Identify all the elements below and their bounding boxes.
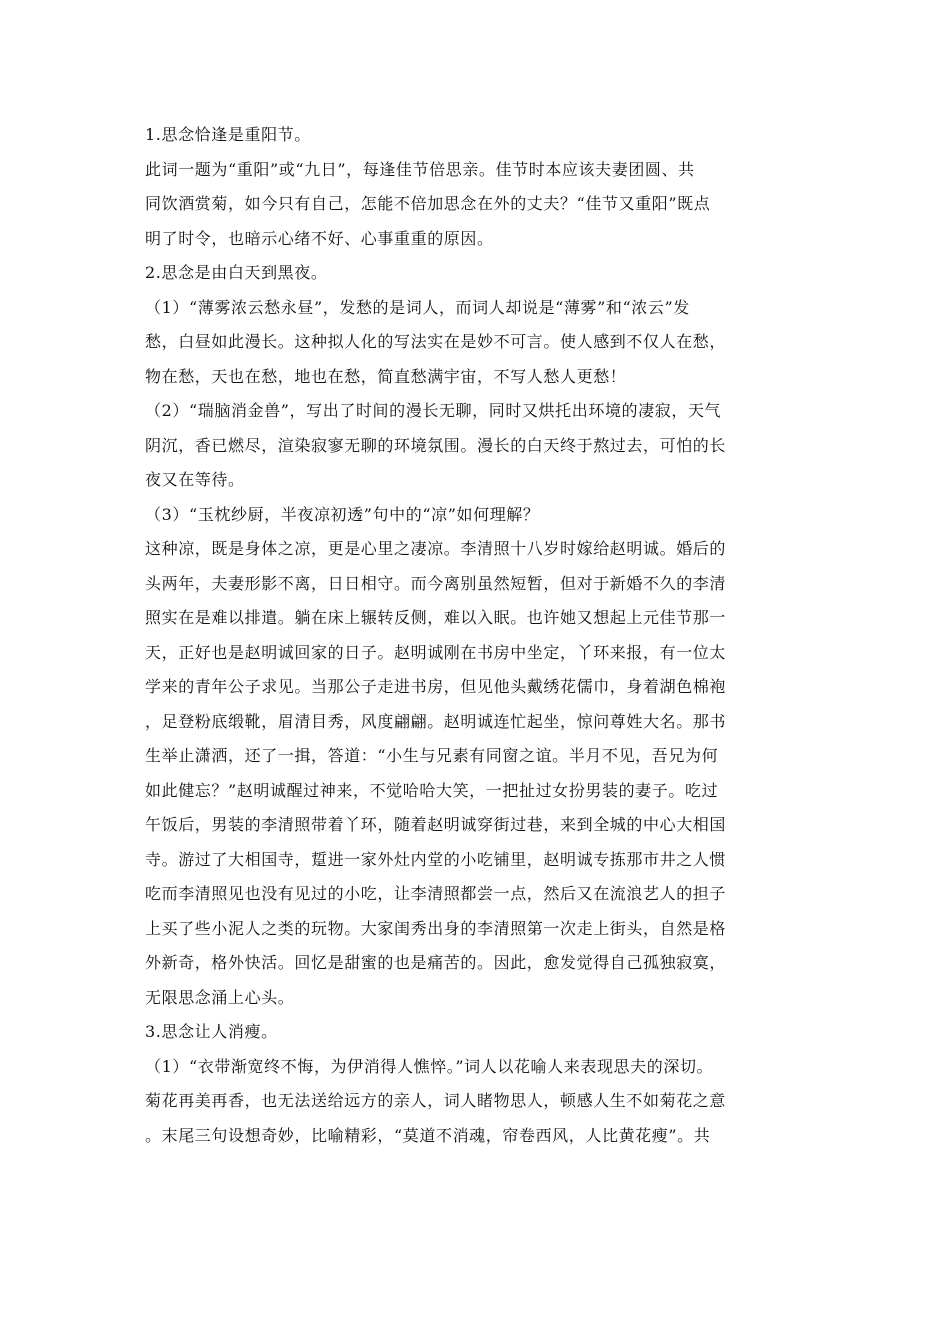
- paragraph-line: 这种凉，既是身体之凉，更是心里之凄凉。李清照十八岁时嫁给赵明诚。婚后的: [145, 539, 727, 558]
- paragraph-line: 同饮酒赏菊，如今只有自己，怎能不倍加思念在外的丈夫？“佳节又重阳”既点: [145, 194, 711, 213]
- paragraph-line: ，足登粉底缎靴，眉清目秀，风度翩翩。赵明诚连忙起坐，惊问尊姓大名。那书: [145, 711, 727, 731]
- paragraph-line: 菊花再美再香，也无法送给远方的亲人，词人睹物思人，顿感人生不如菊花之意: [145, 1091, 727, 1110]
- paragraph-line: 天，正好也是赵明诚回家的日子。赵明诚刚在书房中坐定，丫环来报，有一位太: [145, 642, 727, 662]
- paragraph-line: 阴沉，香已燃尽，渲染寂寥无聊的环境氛围。漫长的白天终于熬过去，可怕的长: [145, 435, 727, 455]
- paragraph-line: 夜又在等待。: [145, 470, 245, 489]
- heading-2: 2.思念是由白天到黑夜。: [145, 263, 328, 282]
- paragraph-line: 愁，白昼如此漫长。这种拟人化的写法实在是妙不可言。使人感到不仅人在愁，: [145, 332, 727, 351]
- paragraph-line: 外新奇，格外快活。回忆是甜蜜的也是痛苦的。因此，愈发觉得自己孤独寂寞，: [145, 953, 727, 972]
- paragraph-line: 午饭后，男装的李清照带着丫环，随着赵明诚穿街过巷，来到全城的中心大相国: [145, 815, 727, 834]
- paragraph-line: 物在愁，天也在愁，地也在愁，简直愁满宇宙，不写人愁人更愁！: [145, 366, 627, 386]
- paragraph-line: 无限思念涌上心头。: [145, 987, 295, 1007]
- document-body: [145, 118, 745, 1153]
- paragraph-line: 照实在是难以排遣。躺在床上辗转反侧，难以入眠。也许她又想起上元佳节那一: [145, 608, 727, 627]
- heading-1: 1.思念恰逢是重阳节。: [145, 125, 311, 144]
- paragraph-line: 寺。游过了大相国寺，踅进一家外灶内堂的小吃铺里，赵明诚专拣那市井之人惯: [145, 849, 727, 869]
- paragraph-line: （1）“薄雾浓云愁永昼”，发愁的是词人，而词人却说是“薄雾”和“浓云”发: [145, 297, 690, 317]
- paragraph-line: 如此健忘？”赵明诚醒过神来，不觉哈哈大笑，一把扯过女扮男装的妻子。吃过: [145, 780, 719, 800]
- paragraph-line: 头两年，夫妻形影不离，日日相守。而今离别虽然短暂，但对于新婚不久的李清: [145, 573, 727, 593]
- paragraph-line: 上买了些小泥人之类的玩物。大家闺秀出身的李清照第一次走上街头，自然是格: [145, 918, 727, 938]
- paragraph-line: 学来的青年公子求见。当那公子走进书房，但见他头戴绣花儒巾，身着湖色棉袍: [145, 677, 727, 696]
- paragraph-line: 此词一题为“重阳”或“九日”，每逢佳节倍思亲。佳节时本应该夫妻团圆、共: [145, 159, 695, 179]
- paragraph-line: 生举止潇洒，还了一揖，答道：“小生与兄素有同窗之谊。半月不见，吾兄为何: [145, 746, 719, 765]
- paragraph-line: 。末尾三句设想奇妙，比喻精彩，“莫道不消魂，帘卷西风，人比黄花瘦”。共: [145, 1125, 711, 1145]
- paragraph-line: （2）“瑞脑消金兽”，写出了时间的漫长无聊，同时又烘托出环境的凄寂，天气: [145, 401, 722, 420]
- paragraph-line: 吃而李清照见也没有见过的小吃，让李清照都尝一点，然后又在流浪艺人的担子: [145, 884, 727, 903]
- paragraph-line: 明了时令，也暗示心绪不好、心事重重的原因。: [145, 228, 494, 248]
- paragraph-line: （1）“衣带渐宽终不悔，为伊消得人憔悴。”词人以花喻人来表现思夫的深切。: [145, 1056, 714, 1076]
- question-line: （3）“玉枕纱厨，半夜凉初透”句中的“凉”如何理解？: [145, 504, 540, 524]
- heading-3: 3.思念让人消瘦。: [145, 1022, 278, 1041]
